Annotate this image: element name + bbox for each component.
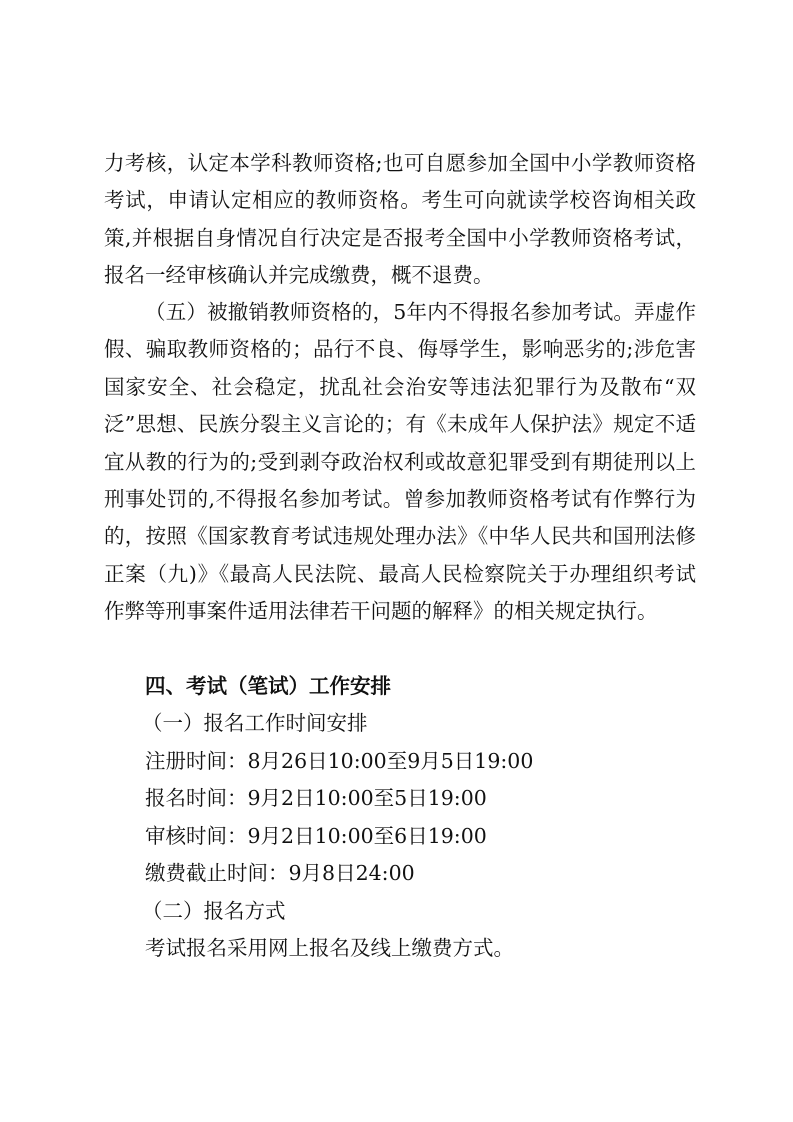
section-heading-exam-arrangement: 四、考试（笔试）工作安排	[145, 674, 391, 698]
paragraph-revoked-qualification: （五）被撤销教师资格的，5年内不得报名参加考试。弄虚作假、骗取教师资格的；品行不良、侮辱学生，影响恶劣的;涉危害国家安全、社会稳定，扰乱社会治安等违法犯罪行为及散布“双泛”思想、民族分裂主义言论的；有《未成年人保护法》规定不适宜从教的行为的;受到剥夺政治权利或故意犯罪受到有期徒刑以上刑事处罚的,不得报名参加考试。曾参加教师资格考试有作弊行为的，按照《国家教育考试违规处理办法》《中华人民共和国刑法修正案（九)》《最高人民法院、最高人民检察院关于办理组织考试作弊等刑事案件适用法律若干问题的解释》的相关规定执行。	[104, 300, 696, 624]
registration-time-line: 注册时间：8月26日10:00至9月5日19:00	[145, 749, 534, 773]
paragraph-policy-continuation: 力考核，认定本学科教师资格;也可自愿参加全国中小学教师资格考试，申请认定相应的教师资格。考生可向就读学校咨询相关政策,并根据自身情况自行决定是否报考全国中小学教师资格考试，报名一经审核确认并完成缴费，概不退费。	[104, 151, 696, 288]
subsection-heading-schedule: （一）报名工作时间安排	[142, 711, 368, 735]
application-time-line: 报名时间：9月2日10:00至5日19:00	[145, 786, 487, 810]
application-method-line: 考试报名采用网上报名及线上缴费方式。	[145, 936, 514, 960]
review-time-line: 审核时间：9月2日10:00至6日19:00	[145, 824, 487, 848]
payment-deadline-line: 缴费截止时间：9月8日24:00	[145, 861, 415, 885]
subsection-heading-method: （二）报名方式	[142, 899, 286, 923]
